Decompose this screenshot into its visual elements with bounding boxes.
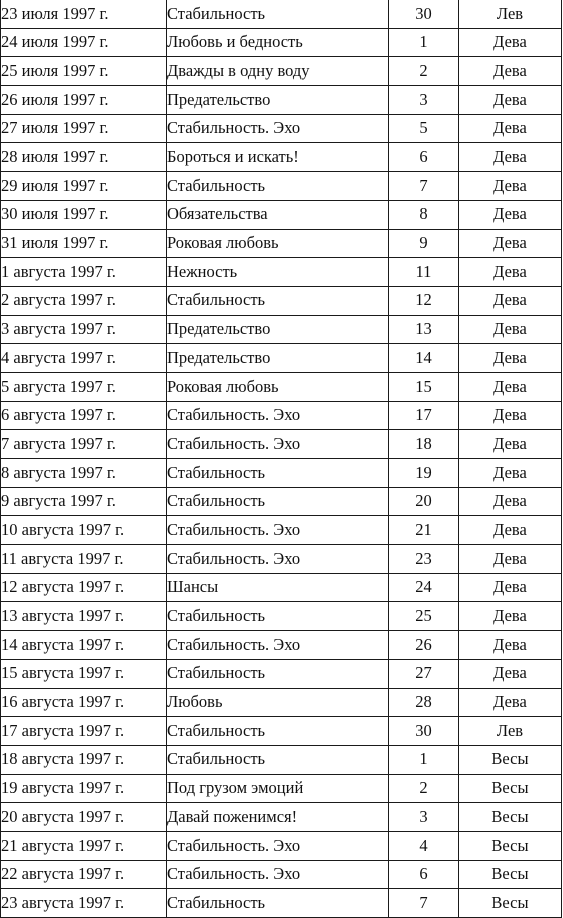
zodiac-sign-cell: Дева xyxy=(459,258,562,287)
table-row xyxy=(1,430,562,459)
title-cell: Стабильность xyxy=(167,717,389,746)
title-cell: Стабильность. Эхо xyxy=(167,860,389,889)
zodiac-sign-cell: Дева xyxy=(459,372,562,401)
zodiac-sign-cell: Дева xyxy=(459,602,562,631)
number-cell: 1 xyxy=(389,745,459,774)
number-cell: 7 xyxy=(389,889,459,918)
number-cell: 30 xyxy=(389,717,459,746)
date-cell: 3 августа 1997 г. xyxy=(1,315,167,344)
table-row xyxy=(1,516,562,545)
number-cell: 17 xyxy=(389,401,459,430)
title-cell: Давай поженимся! xyxy=(167,803,389,832)
table-row xyxy=(1,258,562,287)
table-row xyxy=(1,372,562,401)
zodiac-sign-cell: Дева xyxy=(459,545,562,574)
table-row xyxy=(1,172,562,201)
date-cell: 27 июля 1997 г. xyxy=(1,114,167,143)
date-cell: 26 июля 1997 г. xyxy=(1,86,167,115)
date-cell: 4 августа 1997 г. xyxy=(1,344,167,373)
table-row xyxy=(1,545,562,574)
date-cell: 24 июля 1997 г. xyxy=(1,28,167,57)
number-cell: 12 xyxy=(389,286,459,315)
title-cell: Стабильность. Эхо xyxy=(167,831,389,860)
number-cell: 27 xyxy=(389,659,459,688)
zodiac-sign-cell: Весы xyxy=(459,889,562,918)
date-cell: 16 августа 1997 г. xyxy=(1,688,167,717)
date-cell: 21 августа 1997 г. xyxy=(1,831,167,860)
table-row xyxy=(1,28,562,57)
title-cell: Стабильность xyxy=(167,459,389,488)
number-cell: 9 xyxy=(389,229,459,258)
title-cell: Стабильность xyxy=(167,0,389,28)
zodiac-sign-cell: Дева xyxy=(459,86,562,115)
date-cell: 11 августа 1997 г. xyxy=(1,545,167,574)
number-cell: 1 xyxy=(389,28,459,57)
table-row xyxy=(1,831,562,860)
number-cell: 7 xyxy=(389,172,459,201)
number-cell: 21 xyxy=(389,516,459,545)
number-cell: 6 xyxy=(389,143,459,172)
number-cell: 5 xyxy=(389,114,459,143)
number-cell: 11 xyxy=(389,258,459,287)
zodiac-sign-cell: Дева xyxy=(459,57,562,86)
table-row xyxy=(1,459,562,488)
zodiac-sign-cell: Дева xyxy=(459,401,562,430)
number-cell: 6 xyxy=(389,860,459,889)
title-cell: Стабильность xyxy=(167,286,389,315)
date-cell: 25 июля 1997 г. xyxy=(1,57,167,86)
table-row xyxy=(1,487,562,516)
zodiac-sign-cell: Дева xyxy=(459,172,562,201)
title-cell: Стабильность xyxy=(167,659,389,688)
zodiac-sign-cell: Дева xyxy=(459,286,562,315)
title-cell: Стабильность. Эхо xyxy=(167,545,389,574)
zodiac-sign-cell: Дева xyxy=(459,459,562,488)
title-cell: Предательство xyxy=(167,86,389,115)
zodiac-sign-cell: Весы xyxy=(459,774,562,803)
zodiac-sign-cell: Дева xyxy=(459,487,562,516)
table-row xyxy=(1,114,562,143)
number-cell: 23 xyxy=(389,545,459,574)
title-cell: Стабильность. Эхо xyxy=(167,114,389,143)
date-cell: 18 августа 1997 г. xyxy=(1,745,167,774)
date-cell: 1 августа 1997 г. xyxy=(1,258,167,287)
table-row xyxy=(1,0,562,28)
zodiac-sign-cell: Лев xyxy=(459,0,562,28)
zodiac-sign-cell: Дева xyxy=(459,631,562,660)
title-cell: Стабильность. Эхо xyxy=(167,516,389,545)
zodiac-sign-cell: Дева xyxy=(459,143,562,172)
table-row xyxy=(1,86,562,115)
number-cell: 8 xyxy=(389,200,459,229)
zodiac-sign-cell: Дева xyxy=(459,516,562,545)
title-cell: Шансы xyxy=(167,573,389,602)
zodiac-sign-cell: Дева xyxy=(459,28,562,57)
table-row xyxy=(1,745,562,774)
date-cell: 10 августа 1997 г. xyxy=(1,516,167,545)
table-row xyxy=(1,200,562,229)
table-row xyxy=(1,803,562,832)
date-cell: 22 августа 1997 г. xyxy=(1,860,167,889)
zodiac-sign-cell: Дева xyxy=(459,114,562,143)
number-cell: 30 xyxy=(389,0,459,28)
number-cell: 13 xyxy=(389,315,459,344)
date-cell: 23 августа 1997 г. xyxy=(1,889,167,918)
zodiac-sign-cell: Весы xyxy=(459,745,562,774)
date-cell: 15 августа 1997 г. xyxy=(1,659,167,688)
table-row xyxy=(1,344,562,373)
date-cell: 14 августа 1997 г. xyxy=(1,631,167,660)
number-cell: 15 xyxy=(389,372,459,401)
date-cell: 5 августа 1997 г. xyxy=(1,372,167,401)
date-cell: 7 августа 1997 г. xyxy=(1,430,167,459)
date-cell: 2 августа 1997 г. xyxy=(1,286,167,315)
title-cell: Дважды в одну воду xyxy=(167,57,389,86)
date-cell: 17 августа 1997 г. xyxy=(1,717,167,746)
number-cell: 14 xyxy=(389,344,459,373)
date-cell: 6 августа 1997 г. xyxy=(1,401,167,430)
zodiac-sign-cell: Дева xyxy=(459,200,562,229)
zodiac-sign-cell: Весы xyxy=(459,860,562,889)
title-cell: Любовь и бедность xyxy=(167,28,389,57)
table-row xyxy=(1,774,562,803)
title-cell: Стабильность xyxy=(167,889,389,918)
table-row xyxy=(1,688,562,717)
title-cell: Любовь xyxy=(167,688,389,717)
table-row xyxy=(1,229,562,258)
zodiac-sign-cell: Весы xyxy=(459,803,562,832)
table-row xyxy=(1,889,562,918)
table-body xyxy=(1,0,562,918)
table-row xyxy=(1,315,562,344)
table-row xyxy=(1,573,562,602)
title-cell: Предательство xyxy=(167,344,389,373)
date-cell: 20 августа 1997 г. xyxy=(1,803,167,832)
table-row xyxy=(1,143,562,172)
number-cell: 26 xyxy=(389,631,459,660)
title-cell: Под грузом эмоций xyxy=(167,774,389,803)
number-cell: 2 xyxy=(389,774,459,803)
zodiac-sign-cell: Дева xyxy=(459,573,562,602)
date-cell: 31 июля 1997 г. xyxy=(1,229,167,258)
zodiac-sign-cell: Дева xyxy=(459,430,562,459)
date-cell: 19 августа 1997 г. xyxy=(1,774,167,803)
zodiac-sign-cell: Лев xyxy=(459,717,562,746)
number-cell: 3 xyxy=(389,86,459,115)
title-cell: Стабильность. Эхо xyxy=(167,401,389,430)
number-cell: 19 xyxy=(389,459,459,488)
title-cell: Стабильность. Эхо xyxy=(167,430,389,459)
date-cell: 8 августа 1997 г. xyxy=(1,459,167,488)
table-row xyxy=(1,860,562,889)
date-cell: 9 августа 1997 г. xyxy=(1,487,167,516)
number-cell: 3 xyxy=(389,803,459,832)
zodiac-sign-cell: Дева xyxy=(459,315,562,344)
zodiac-sign-cell: Дева xyxy=(459,659,562,688)
date-cell: 23 июля 1997 г. xyxy=(1,0,167,28)
table-row xyxy=(1,286,562,315)
title-cell: Стабильность xyxy=(167,487,389,516)
date-cell: 28 июля 1997 г. xyxy=(1,143,167,172)
zodiac-sign-cell: Дева xyxy=(459,688,562,717)
zodiac-sign-cell: Дева xyxy=(459,344,562,373)
table-row xyxy=(1,602,562,631)
number-cell: 24 xyxy=(389,573,459,602)
title-cell: Стабильность xyxy=(167,602,389,631)
title-cell: Бороться и искать! xyxy=(167,143,389,172)
date-cell: 29 июля 1997 г. xyxy=(1,172,167,201)
table-row xyxy=(1,401,562,430)
number-cell: 2 xyxy=(389,57,459,86)
number-cell: 20 xyxy=(389,487,459,516)
date-cell: 13 августа 1997 г. xyxy=(1,602,167,631)
zodiac-sign-cell: Весы xyxy=(459,831,562,860)
title-cell: Стабильность. Эхо xyxy=(167,631,389,660)
number-cell: 4 xyxy=(389,831,459,860)
title-cell: Стабильность xyxy=(167,745,389,774)
table-row xyxy=(1,631,562,660)
table-row xyxy=(1,659,562,688)
date-cell: 30 июля 1997 г. xyxy=(1,200,167,229)
title-cell: Роковая любовь xyxy=(167,372,389,401)
title-cell: Обязательства xyxy=(167,200,389,229)
title-cell: Стабильность xyxy=(167,172,389,201)
title-cell: Предательство xyxy=(167,315,389,344)
table-row xyxy=(1,717,562,746)
date-cell: 12 августа 1997 г. xyxy=(1,573,167,602)
number-cell: 28 xyxy=(389,688,459,717)
title-cell: Нежность xyxy=(167,258,389,287)
zodiac-sign-cell: Дева xyxy=(459,229,562,258)
number-cell: 18 xyxy=(389,430,459,459)
title-cell: Роковая любовь xyxy=(167,229,389,258)
table-row xyxy=(1,57,562,86)
number-cell: 25 xyxy=(389,602,459,631)
